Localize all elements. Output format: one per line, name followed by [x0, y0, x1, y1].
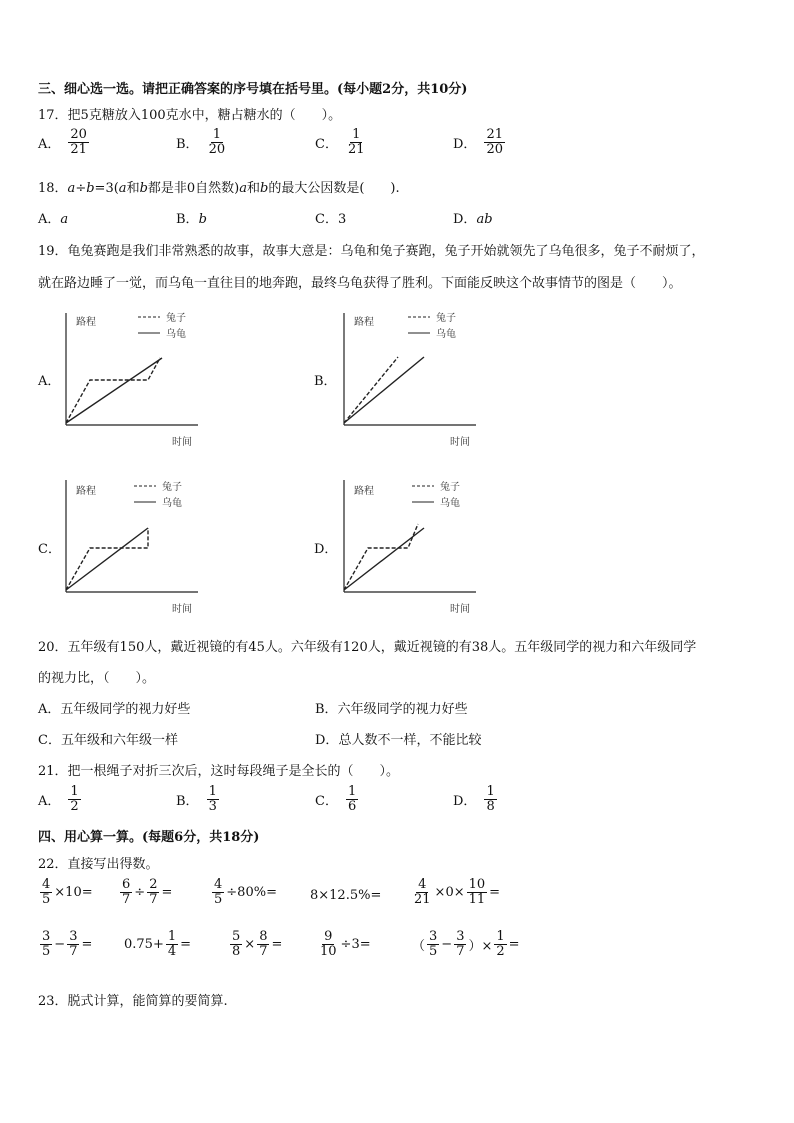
denominator: 2 [70, 798, 79, 814]
variable-a: a [239, 181, 248, 196]
stem-text: ÷ [75, 181, 87, 196]
y-axis-label: 路程 [76, 486, 96, 497]
fraction [427, 930, 439, 958]
denominator: 21 [414, 891, 431, 907]
denominator: 8 [486, 798, 495, 814]
q18-option-b[interactable] [176, 208, 207, 227]
q22-expr-10 [412, 930, 520, 958]
numerator: 4 [214, 877, 223, 892]
numerator: 1 [347, 784, 357, 799]
q22-expr-3 [210, 878, 277, 906]
fraction [207, 785, 219, 813]
q22-expr-9 [316, 930, 371, 958]
option-label: B． [176, 136, 199, 152]
expr-text: ÷80%= [226, 884, 277, 900]
numerator: 21 [486, 127, 503, 142]
fraction [484, 785, 496, 813]
q22-expr-1 [38, 878, 93, 906]
expr-text: （ [412, 938, 426, 954]
fraction [318, 930, 339, 958]
expr-text: = [81, 936, 93, 952]
numerator: 10 [468, 877, 486, 892]
numerator: 1 [208, 784, 217, 799]
fraction [212, 878, 224, 906]
q22-expr-6 [38, 930, 92, 958]
option-label: C． [315, 793, 338, 809]
expr-text: ×0× [434, 884, 465, 900]
x-axis-label: 时间 [172, 437, 192, 448]
operator: ÷ [134, 884, 146, 900]
option-label: B． [176, 212, 199, 227]
question-18-stem [38, 177, 400, 196]
denominator: 7 [259, 943, 268, 959]
x-axis-label: 时间 [450, 604, 470, 615]
legend-rabbit-label: 兔子 [162, 482, 182, 493]
variable-b: b [260, 181, 269, 196]
y-axis-label: 路程 [354, 486, 374, 497]
operator: − [441, 936, 453, 952]
q19-option-c-label[interactable]: C． [38, 542, 61, 557]
section-3-title: 三、细心选一选。请把正确答案的序号填在括号里。(每小题2分，共10分) [38, 82, 468, 97]
fraction [67, 930, 79, 958]
denominator: 3 [208, 798, 217, 814]
operator: × [244, 936, 256, 952]
q21-option-c[interactable] [315, 785, 360, 813]
expr-text: ×10= [54, 884, 93, 900]
numerator: 1 [486, 784, 495, 799]
fraction [207, 128, 228, 156]
q18-option-d[interactable] [453, 208, 493, 227]
denominator: 20 [208, 141, 226, 157]
option-value: ab [476, 212, 493, 227]
expr-text: 8×12.5%= [310, 888, 382, 903]
expr-text: = [271, 936, 283, 952]
q18-option-a[interactable] [38, 208, 68, 227]
operator: − [54, 936, 66, 952]
y-axis-label: 路程 [76, 317, 96, 328]
fraction [147, 878, 159, 906]
denominator: 5 [42, 891, 51, 907]
q20-option-a[interactable] [38, 698, 190, 717]
legend-rabbit-label: 兔子 [436, 313, 456, 324]
rabbit-path [344, 357, 398, 423]
stem-text: 18． [38, 181, 68, 196]
expr-text: 0.75+ [124, 936, 164, 952]
rabbit-path [344, 524, 418, 590]
numerator: 1 [167, 929, 177, 944]
y-axis-label: 路程 [354, 317, 374, 328]
denominator: 21 [347, 141, 365, 157]
expr-text: = [508, 936, 520, 952]
option-label: B． [315, 702, 338, 717]
variable-a: a [67, 181, 76, 196]
option-label: B． [176, 793, 199, 809]
stem-text: =3( [94, 181, 119, 196]
q17-option-b[interactable] [176, 128, 229, 156]
denominator: 7 [69, 943, 78, 959]
q18-option-c[interactable] [315, 208, 346, 227]
legend-rabbit-label: 兔子 [440, 482, 460, 493]
option-label: C． [38, 733, 61, 748]
legend-rabbit-label: 兔子 [166, 313, 186, 324]
q22-expr-4 [310, 888, 381, 903]
expr-text: = [180, 936, 192, 952]
q21-option-a[interactable] [38, 785, 83, 813]
denominator: 2 [496, 943, 505, 959]
question-17-stem: 17．把5克糖放入100克水中，糖占糖水的（ ）。 [38, 108, 342, 123]
expr-text: = [161, 884, 173, 900]
option-text: 总人数不一样，不能比较 [338, 733, 482, 748]
legend-turtle-label: 乌龟 [162, 498, 182, 509]
turtle-path [66, 358, 162, 423]
q19-graph-d[interactable] [338, 474, 488, 619]
q21-option-b[interactable] [176, 785, 221, 813]
variable-b: b [86, 181, 95, 196]
denominator: 5 [429, 943, 438, 959]
option-text: 五年级同学的视力好些 [60, 702, 191, 717]
x-axis-label: 时间 [450, 437, 470, 448]
option-text: 六年级同学的视力好些 [337, 702, 468, 717]
fraction [166, 930, 178, 958]
numerator: 4 [418, 877, 427, 892]
option-label: A． [38, 212, 61, 227]
denominator: 5 [42, 943, 51, 959]
numerator: 9 [324, 929, 333, 944]
q19-graph-b[interactable] [338, 305, 488, 450]
denominator: 21 [70, 141, 87, 157]
q19-option-b-label[interactable]: B． [314, 374, 337, 389]
q22-expr-5 [410, 878, 500, 906]
stem-text: 和 [126, 181, 140, 196]
question-19-stem-line1: 19．龟兔赛跑是我们非常熟悉的故事，故事大意是：乌龟和兔子赛跑，兔子开始就领先了乌龟很多，兔子不耐烦了， [38, 244, 705, 259]
denominator: 8 [232, 943, 241, 959]
option-label: C． [315, 212, 338, 227]
fraction [346, 128, 367, 156]
numerator: 2 [149, 877, 158, 892]
numerator: 4 [42, 877, 51, 892]
variable-a: a [118, 181, 127, 196]
q21-option-d[interactable] [453, 785, 499, 813]
fraction [484, 128, 505, 156]
fraction [120, 878, 132, 906]
q20-option-c[interactable] [38, 729, 178, 748]
numerator: 3 [429, 929, 438, 944]
numerator: 6 [122, 877, 131, 892]
turtle-path [66, 528, 148, 590]
q19-option-d-label[interactable]: D． [314, 542, 338, 557]
question-21-stem: 21．把一根绳子对折三次后，这时每段绳子是全长的（ ）。 [38, 764, 400, 779]
denominator: 5 [214, 891, 223, 907]
option-label: C． [315, 136, 338, 152]
q20-option-b[interactable] [315, 698, 468, 717]
expr-text: ）× [468, 938, 493, 954]
option-label: A． [38, 793, 61, 809]
denominator: 6 [347, 798, 357, 814]
numerator: 1 [352, 127, 361, 142]
fraction [467, 878, 488, 906]
denominator: 7 [456, 943, 465, 959]
stem-text: 都是非0自然数) [147, 181, 240, 196]
option-label: D． [453, 212, 477, 227]
q20-option-d[interactable] [315, 729, 481, 748]
expr-text: = [489, 884, 501, 900]
question-22-stem: 22．直接写出得数。 [38, 857, 159, 872]
numerator: 1 [496, 929, 505, 944]
q19-option-a-label[interactable]: A． [38, 374, 61, 389]
option-label: D． [315, 733, 339, 748]
section-4-title: 四、用心算一算。(每题6分，共18分) [38, 830, 260, 845]
denominator: 7 [122, 891, 131, 907]
numerator: 5 [232, 929, 241, 944]
q22-expr-2 [118, 878, 172, 906]
option-value: b [198, 212, 207, 227]
question-20-stem-line1: 20．五年级有150人，戴近视镜的有45人。六年级有120人，戴近视镜的有38人。五年级同学的视力和六年级同学 [38, 640, 697, 655]
option-label: A． [38, 136, 61, 152]
q22-expr-8 [228, 930, 282, 958]
turtle-path [344, 357, 424, 423]
fraction [230, 930, 242, 958]
option-label: D． [453, 793, 477, 809]
option-label: A． [38, 702, 61, 717]
fraction [40, 930, 52, 958]
stem-text: 的最大公因数是( ). [268, 181, 400, 196]
question-20-stem-line2: 的视力比，（ ）。 [38, 671, 156, 686]
numerator: 20 [70, 127, 87, 142]
fraction [346, 785, 358, 813]
x-axis-label: 时间 [172, 604, 192, 615]
denominator: 20 [486, 141, 503, 157]
expr-text: ÷3= [340, 936, 371, 952]
numerator: 3 [42, 929, 51, 944]
numerator: 8 [259, 929, 268, 944]
q22-expr-7 [124, 930, 191, 958]
fraction [40, 878, 52, 906]
q17-option-d[interactable] [453, 128, 507, 156]
turtle-path [344, 528, 424, 590]
q17-option-c[interactable] [315, 128, 369, 156]
fraction [68, 785, 80, 813]
fraction [494, 930, 506, 958]
question-23-stem: 23．脱式计算，能简算的要简算. [38, 994, 228, 1009]
question-19-stem-line2: 就在路边睡了一觉，而乌龟一直往目的地奔跑，最终乌龟获得了胜利。下面能反映这个故事情节的图是（ ）。 [38, 276, 682, 291]
fraction [454, 930, 466, 958]
numerator: 1 [212, 127, 221, 142]
legend-turtle-label: 乌龟 [166, 329, 186, 340]
fraction [257, 930, 269, 958]
variable-b: b [139, 181, 148, 196]
numerator: 3 [456, 929, 465, 944]
denominator: 10 [320, 943, 337, 959]
option-text: 五年级和六年级一样 [60, 733, 178, 748]
fraction [412, 878, 433, 906]
numerator: 1 [70, 784, 79, 799]
denominator: 11 [468, 891, 486, 907]
stem-text: 和 [247, 181, 261, 196]
q19-graph-c[interactable] [60, 474, 210, 619]
fraction [68, 128, 89, 156]
option-value: a [60, 212, 69, 227]
denominator: 4 [167, 943, 177, 959]
numerator: 3 [69, 929, 78, 944]
denominator: 7 [149, 891, 158, 907]
q17-option-a[interactable] [38, 128, 91, 156]
legend-turtle-label: 乌龟 [440, 498, 460, 509]
option-value: 3 [337, 212, 347, 227]
legend-turtle-label: 乌龟 [436, 329, 456, 340]
q19-graph-a[interactable] [60, 305, 210, 450]
option-label: D． [453, 136, 477, 152]
